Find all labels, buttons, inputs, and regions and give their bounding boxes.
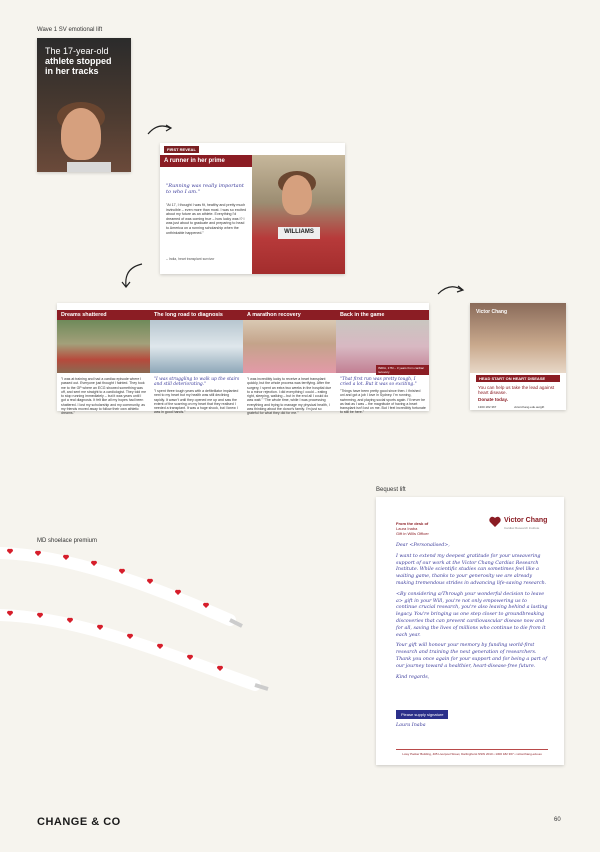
panel-text: "I was at training and had a cardiac episode where I passed out. Everyone just thought I fainted. They took me to the GP where an ECG showed something was off, and sent me straight to a cardiologist. They told me to stop running immediately – but it was years until I got a real diagnosis. It felt like all my hopes had been shattered. I lost my scholarship and my community, as my friends moved away to follow their own athletic dreams."	[61, 377, 147, 416]
agency-brand: CHANGE & CO	[37, 816, 121, 828]
shoelace-illustration	[0, 545, 280, 715]
letter-paragraph: <By considering a/Through your wonderful decision to leave a> gift in your Will, you're not only empowering us to continue crucial research, you're also leaving behind a lasting legacy. You're bringing us one step closer to groundbreaking discoveries that can prevent cardiovascular disease now and for all, saving the lives of millions who continue to die from it each year.	[396, 591, 548, 638]
letter-signer: Laura Inaba	[396, 723, 426, 728]
section-label-bequest: Bequest lift	[376, 487, 406, 493]
arrow-icon	[118, 262, 146, 290]
page-number: 60	[554, 817, 561, 823]
panel-photo	[57, 320, 150, 373]
letter-paragraph: Your gift will honour your memory by funding world-first research and training the next generation of researchers. Thank you once again for your support and for being a part of our journey toward a healthier, heart-disease-free future.	[396, 643, 548, 669]
letter-body	[396, 543, 548, 681]
article-photo	[252, 155, 345, 274]
athlete-bib	[67, 162, 111, 172]
donate-ad	[470, 303, 566, 410]
section-label-wave: Wave 1 SV emotional lift	[37, 27, 103, 33]
panel-caption: INDIA, 17M – 3 years from cardiac recovery	[376, 365, 429, 375]
signature-placeholder: Please supply signature	[396, 710, 448, 719]
letter-greeting: Dear <Personalised>,	[396, 543, 450, 548]
panel-text: "I spent three tough years with a defibrillator implanted next to my heart but my health was still declining rapidly. It wasn't until they opened me up and saw the extent of the scarring on my heart that they realised I needed a transplant. It was a huge shock, but I knew I was in good hands."	[154, 389, 239, 415]
ad-phone: 1300 182 367	[478, 405, 497, 409]
panel-heading: Back in the game	[336, 310, 429, 320]
article-tag: FIRST REVEAL	[164, 146, 199, 153]
article-heading: A runner in her prime	[160, 155, 252, 167]
letter-from: From the desk of Laura Inaba Gift in Wills Officer	[396, 521, 429, 536]
athlete-face	[282, 175, 312, 215]
story-panel	[150, 303, 243, 415]
letter-logo-sub: Cardiac Research Institute	[504, 526, 540, 530]
letter-paragraph: I want to extend my deepest gratitude for your unwavering support of our work at the Victor Chang Cardiac Research Institute. While scientific studies can sometimes feel like a waiting game, thanks to your generosity we are already making tremendous strides in advancing life-saving research.	[396, 553, 547, 586]
article-spread	[160, 143, 345, 274]
story-panel	[243, 303, 336, 416]
panel-handwritten-quote: "I was struggling to walk up the stairs and still deteriorating."	[154, 377, 240, 388]
panel-heading: A marathon recovery	[243, 310, 336, 320]
panel-handwritten-quote: "That first run was pretty tough, I cried a lot. But it was so exciting."	[340, 377, 417, 388]
article-signature: – India, heart transplant survivor	[166, 257, 215, 261]
cover-title: The 17-year-old athlete stopped in her tracks	[45, 46, 112, 76]
letter-logo: Victor Chang	[504, 517, 548, 524]
ad-web: victorchang.edu.au/gift	[514, 405, 545, 409]
athlete-face	[61, 108, 101, 160]
ad-text: You can help us take the lead against heart disease.	[478, 385, 555, 396]
letter-footer: Lowy Packer Building, 405 Liverpool Street, Darlinghurst NSW 2010 • 1300 182 367 • victorchang.edu.au	[396, 749, 548, 756]
ad-cta: Donate today.	[478, 397, 509, 402]
panel-heading: Dreams shattered	[57, 310, 150, 320]
article-body: "At 17, I thought I was fit, healthy and pretty much invincible – even more than most. I was so excited about my future as an athlete. Everything I'd dreamed of was coming true – how lucky was I? I was just about to graduate and preparing to head to America on a running scholarship when the unthinkable happened."	[166, 203, 247, 235]
story-strip	[57, 303, 429, 416]
arrow-icon	[146, 122, 176, 136]
heart-logo-icon	[488, 515, 502, 529]
ad-band: HEAD START ON HEART DISEASE	[476, 375, 560, 382]
ad-brand: Victor Chang	[476, 309, 508, 315]
story-panel	[336, 303, 429, 415]
panel-photo	[150, 320, 243, 373]
panel-heading: The long road to diagnosis	[150, 310, 243, 320]
letter-closing: Kind regards,	[396, 674, 430, 680]
athlete-bib: WILLIAMS	[278, 227, 320, 239]
section-label-shoelace: MD shoelace premium	[37, 538, 98, 544]
story-panel	[57, 303, 150, 416]
campaign-cover	[37, 38, 131, 172]
panel-text: "Things have been pretty good since then. I finished uni and got a job I love in Sydney. I'm running, swimming, and playing social sports again. I'll never be as fast as I was – the magnitude of having a heart transplant isn't lost on me. But I feel incredibly fortunate to still be here."	[340, 389, 426, 415]
bequest-letter	[376, 497, 564, 765]
panel-text: "I was incredibly lucky to receive a heart transplant quickly, but the whole process was terrifying. After the surgery, I spent an extra two weeks in the hospital due to a minor rejection. I did everything I could – eating right, sleeping, walking – but in the end all I could do was wait." "The whole time, while I was processing everything and trying to manage my physical health, I was thinking about the donor's family. I'm just so grateful for what they did for me."	[247, 377, 332, 416]
panel-photo	[243, 320, 336, 373]
article-quote: "Running was really important to who I am."	[166, 183, 244, 195]
arrow-icon	[436, 282, 466, 296]
